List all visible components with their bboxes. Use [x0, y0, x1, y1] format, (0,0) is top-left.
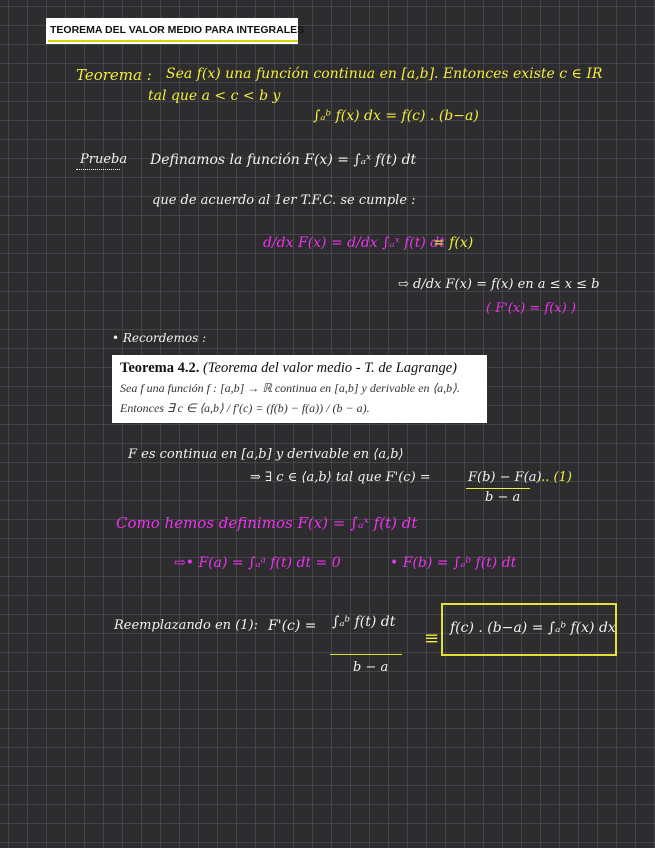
- proof-result: ( F'(x) = f(x) ): [486, 301, 576, 316]
- recall-label: • Recordemos :: [112, 331, 207, 345]
- integral-numerator: ∫ₐᵇ f(t) dt: [332, 614, 396, 630]
- implies-line: ⇨ d/dx F(x) = f(x) en a ≤ x ≤ b: [398, 277, 600, 292]
- theorem-formula: ∫ₐᵇ f(x) dx = f(c) . (b−a): [313, 108, 479, 124]
- replace-label: Reemplazando en (1):: [114, 618, 258, 633]
- theorem-line-1: Sea f(x) una función continua en [a,b]. Entonces existe c ∈ IR: [166, 66, 603, 82]
- lagrange-conclusion: Entonces ∃ c ∈ ⟨a,b⟩ / f′(c) = (f(b) − f(a)) / (b − a).: [120, 401, 370, 415]
- exists-line: ⇒ ∃ c ∈ ⟨a,b⟩ tal que F'(c) =: [250, 470, 431, 485]
- lagrange-title: (Teorema del valor medio - T. de Lagrange): [202, 360, 457, 376]
- theorem-label: Teorema :: [76, 66, 152, 84]
- continuity-line: F es continua en [a,b] y derivable en ⟨a,b⟩: [128, 447, 404, 462]
- fraction-numerator: F(b) − F(a): [468, 470, 542, 485]
- lagrange-number: Teorema 4.2.: [120, 360, 200, 376]
- equation-tag: ... (1): [537, 470, 572, 485]
- title-underline: [48, 40, 298, 42]
- derivative-left: d/dx F(x) = d/dx ∫ₐˣ f(t) dt: [263, 235, 445, 251]
- proof-definition: Definamos la función F(x) = ∫ₐˣ f(t) dt: [150, 152, 417, 168]
- lagrange-heading: [120, 360, 457, 377]
- fraction-denominator: b − a: [485, 490, 521, 505]
- proof-label: Prueba: [80, 152, 128, 167]
- integral-denominator: b − a: [353, 660, 389, 675]
- fprime-label: F'(c) =: [268, 618, 317, 634]
- final-result: f(c) . (b−a) = ∫ₐᵇ f(x) dx: [450, 620, 616, 636]
- integral-fraction-bar: [330, 654, 402, 655]
- derivative-right: = f(x): [433, 235, 474, 251]
- proof-label-underline: [76, 169, 120, 170]
- fraction-bar: [466, 488, 530, 489]
- proof-ftc-line: que de acuerdo al 1er T.F.C. se cumple :: [152, 193, 416, 208]
- theorem-line-2: tal que a < c < b y: [148, 88, 281, 104]
- page-title: TEOREMA DEL VALOR MEDIO PARA INTEGRALES: [50, 24, 305, 36]
- f-of-b-line: • F(b) = ∫ₐᵇ f(t) dt: [390, 555, 517, 571]
- equivalence-symbol: ≡: [424, 628, 440, 649]
- como-line: Como hemos definimos F(x) = ∫ₐˣ f(t) dt: [116, 514, 418, 532]
- lagrange-statement: Sea f una función f : [a,b] → ℝ continua en [a,b] y derivable en ⟨a,b⟩.: [120, 381, 460, 395]
- f-of-a-line: ⇨• F(a) = ∫ₐᵃ f(t) dt = 0: [174, 555, 341, 571]
- lagrange-theorem-card: [112, 355, 487, 423]
